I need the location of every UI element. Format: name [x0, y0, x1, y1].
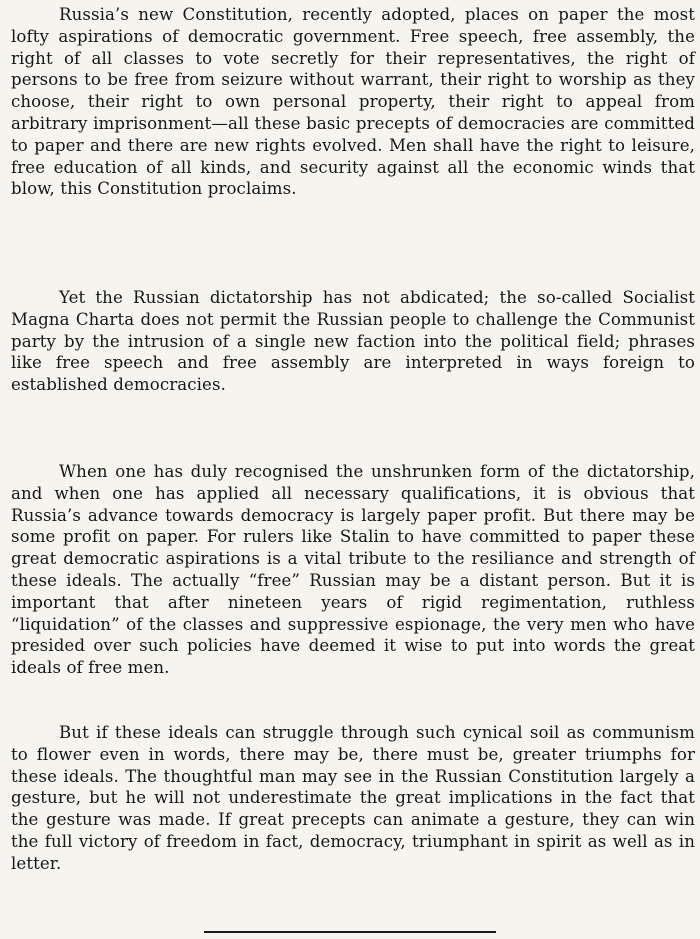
- paragraph-ideals-triumph: But if these ideals can struggle through such cynical soil as communism to flower even in words, there may be, there must be, greater triumphs for these ideals. The thoughtful man may see in the Russian Constitution largely a gesture, but he will not underestimate the great implications in the fact that the gesture was made. If great precepts can animate a gesture, they can win the full victory of freedom in fact, democracy, triumphant in spirit as well as in letter.: [11, 723, 695, 873]
- article-body: [11, 4, 695, 875]
- closing-rule: [204, 931, 496, 933]
- paragraph-dictatorship: Yet the Russian dictatorship has not abdicated; the so-called Socialist Magna Charta does not permit the Russian people to challenge the Communist party by the intrusion of a single new faction into the political field; phrases like free speech and free assembly are interpreted in ways foreign to established democracies.: [11, 288, 695, 395]
- paragraph-constitution-rights: Russia’s new Constitution, recently adopted, places on paper the most lofty aspirations of democratic government. Free speech, free assembly, the right of all classes to vote secretly for their representatives, the right of persons to be free from seizure without warrant, their right to worship as they choose, their right to own personal property, their right to appeal from arbitrary imprisonment—all these basic precepts of democracies are committed to paper and there are new rights evolved. Men shall have the right to leisure, free education of all kinds, and security against all the economic winds that blow, this Constitution proclaims.: [11, 5, 695, 199]
- paragraph-paper-profit: When one has duly recognised the unshrunken form of the dictatorship, and when one has applied all necessary qualifications, it is obvious that Russia’s advance towards democracy is largely paper profit. But there may be some profit on paper. For rulers like Stalin to have committed to paper these great democratic aspirations is a vital tribute to the resiliance and strength of these ideals. The actually “free” Russian may be a distant person. But it is important that after nineteen years of rigid regimentation, ruthless “liquidation” of the classes and suppressive espionage, the very men who have presided over such policies have deemed it wise to put into words the great ideals of free men.: [11, 462, 695, 678]
